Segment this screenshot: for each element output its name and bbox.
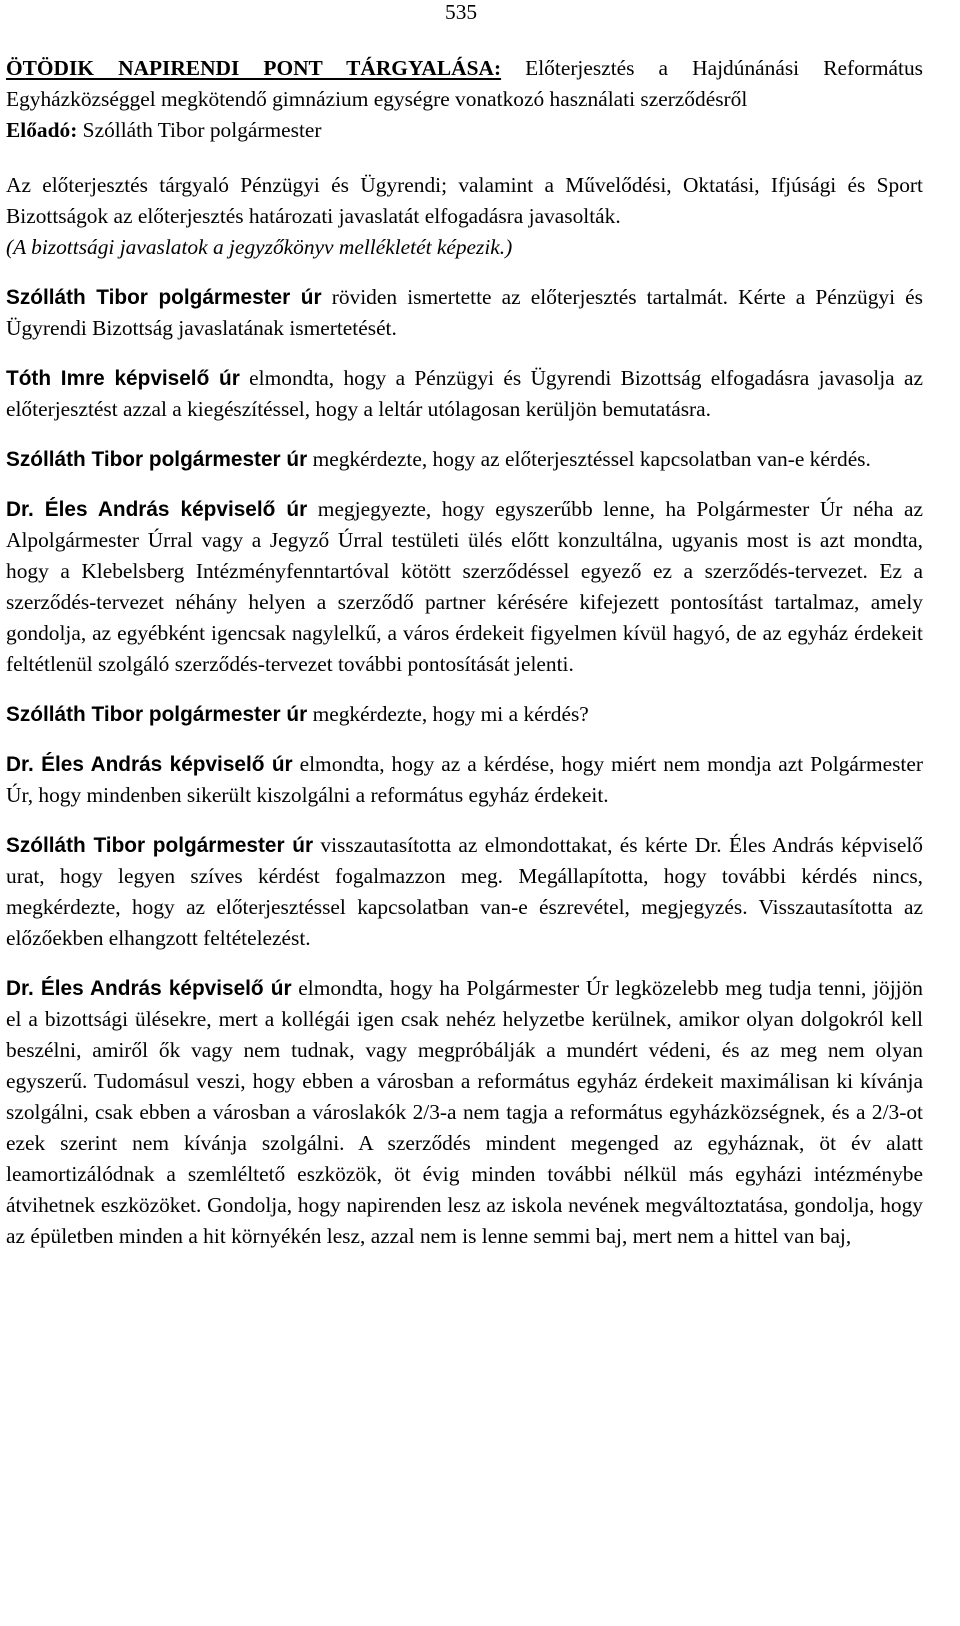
statement-paragraph bbox=[6, 363, 923, 425]
committee-paragraph: Az előterjesztés tárgyaló Pénzügyi és Ügyrendi; valamint a Művelődési, Oktatási, Ifjúsági és Sport Bizottságok az előterjesztés határozati javaslatát elfogadásra javasolták. bbox=[6, 173, 923, 228]
agenda-heading: ÖTÖDIK NAPIRENDI PONT TÁRGYALÁSA: bbox=[6, 56, 502, 80]
statement-text: elmondta, hogy az a kérdése, hogy miért nem mondja azt Polgármester Úr, hogy mindenben sikerült kiszolgálni a református egyház érdekeit. bbox=[6, 752, 923, 807]
statement-text: elmondta, hogy a Pénzügyi és Ügyrendi Bizottság elfogadásra javasolja az előterjesztést azzal a kiegészítéssel, hogy a leltár utólagosan kerüljön bemutatásra. bbox=[6, 366, 923, 421]
page-number: 535 bbox=[445, 0, 478, 24]
speaker-name: Szólláth Tibor polgármester úr bbox=[6, 834, 314, 857]
spacer bbox=[6, 730, 923, 749]
statement-text: visszautasította az elmondottakat, és kérte Dr. Éles András képviselő urat, hogy legyen szíves kérdést fogalmazzon meg. Megállapította, hogy további kérdés nincs, megkérdezte, hogy az előterjesztéssel kapcsolatban van-e észrevétel, megjegyzés. Visszautasította az előzőekben elhangzott feltételezést. bbox=[6, 833, 923, 950]
spacer bbox=[6, 475, 923, 494]
statement-paragraph bbox=[6, 699, 923, 730]
committee-note: (A bizottsági javaslatok a jegyzőkönyv mellékletét képezik.) bbox=[6, 235, 513, 259]
speaker-name: Szólláth Tibor polgármester úr bbox=[6, 448, 308, 471]
speaker-name: Dr. Éles András képviselő úr bbox=[6, 753, 293, 776]
speaker-name: Szólláth Tibor polgármester úr bbox=[6, 703, 308, 726]
document-body bbox=[6, 53, 923, 1252]
statement-paragraph bbox=[6, 830, 923, 954]
speaker-name: Dr. Éles András képviselő úr bbox=[6, 498, 308, 521]
presenter-name: Szólláth Tibor polgármester bbox=[77, 118, 322, 142]
spacer bbox=[6, 344, 923, 363]
spacer bbox=[6, 811, 923, 830]
statement-text: elmondta, hogy ha Polgármester Úr legközelebb meg tudja tenni, jöjjön el a bizottsági ülésekre, mert a kollégái igen csak nehéz helyzetbe kerülnek, amikor olyan dolgokról kell beszélni, amiről ők vagy nem tudnak, vagy megpróbálják a mundért védeni, és az meg nem olyan egyszerű. Tudomásul veszi, hogy ebben a városban a református egyház érdekeit maximálisan ki kívánja szolgálni, csak ebben a városban a városlakók 2/3-a nem tagja a református egyházközségnek, és a 2/3-ot ezek szerint nem kívánja szolgálni. A szerződés mindent megenged az egyháznak, öt év alatt leamortizálódnak a szemléltető eszközök, öt évig minden további nélkül más egyházi intézménybe átvihetnek eszközöket. Gondolja, hogy napirenden lesz az iskola nevének megváltoztatása, gondolja, hogy az épületben minden a hit környékén lesz, azzal nem is lenne semmi baj, mert nem a hittel van baj, bbox=[6, 976, 923, 1248]
statement-paragraph bbox=[6, 282, 923, 344]
agenda-title-paragraph bbox=[6, 53, 923, 115]
spacer bbox=[6, 425, 923, 444]
agenda-title: Előterjesztés a Hajdúnánási Református Egyházközséggel megkötendő gimnázium egységre vonatkozó használati szerződésről bbox=[6, 56, 923, 111]
statement-text: megkérdezte, hogy mi a kérdés? bbox=[307, 702, 589, 726]
spacer bbox=[6, 146, 923, 170]
statement-text: röviden ismertette az előterjesztés tartalmát. Kérte a Pénzügyi és Ügyrendi Bizottság javaslatának ismertetését. bbox=[6, 285, 923, 340]
statement-paragraph bbox=[6, 494, 923, 680]
spacer bbox=[6, 954, 923, 973]
statement-text: megkérdezte, hogy az előterjesztéssel kapcsolatban van-e kérdés. bbox=[307, 447, 871, 471]
spacer bbox=[6, 263, 923, 282]
statement-text: megjegyezte, hogy egyszerűbb lenne, ha Polgármester Úr néha az Alpolgármester Úrral vagy a Jegyző Úrral testületi ülés előtt konzultálna, ugyanis most is azt mondta, hogy a Klebelsberg Intézményfenntartóval kötött szerződéssel egyező ez a szerződés-tervezet. Ez a szerződés-tervezet néhány helyen a szerződő partner kérésére kifejezett pontosítást tartalmaz, amely gondolja, az egyébként igencsak nagylelkű, a város érdekeit figyelmen kívül hagyó, de az egyház érdekeit feltétlenül szolgáló szerződés-tervezet további pontosítását jelenti. bbox=[6, 497, 923, 676]
spacer bbox=[6, 680, 923, 699]
statement-paragraph bbox=[6, 749, 923, 811]
speaker-name: Dr. Éles András képviselő úr bbox=[6, 977, 292, 1000]
presenter-label: Előadó: bbox=[6, 118, 78, 142]
speaker-name: Tóth Imre képviselő úr bbox=[6, 367, 240, 390]
statement-paragraph bbox=[6, 973, 923, 1252]
presenter-line bbox=[6, 115, 923, 146]
statement-paragraph bbox=[6, 444, 923, 475]
speaker-name: Szólláth Tibor polgármester úr bbox=[6, 286, 322, 309]
